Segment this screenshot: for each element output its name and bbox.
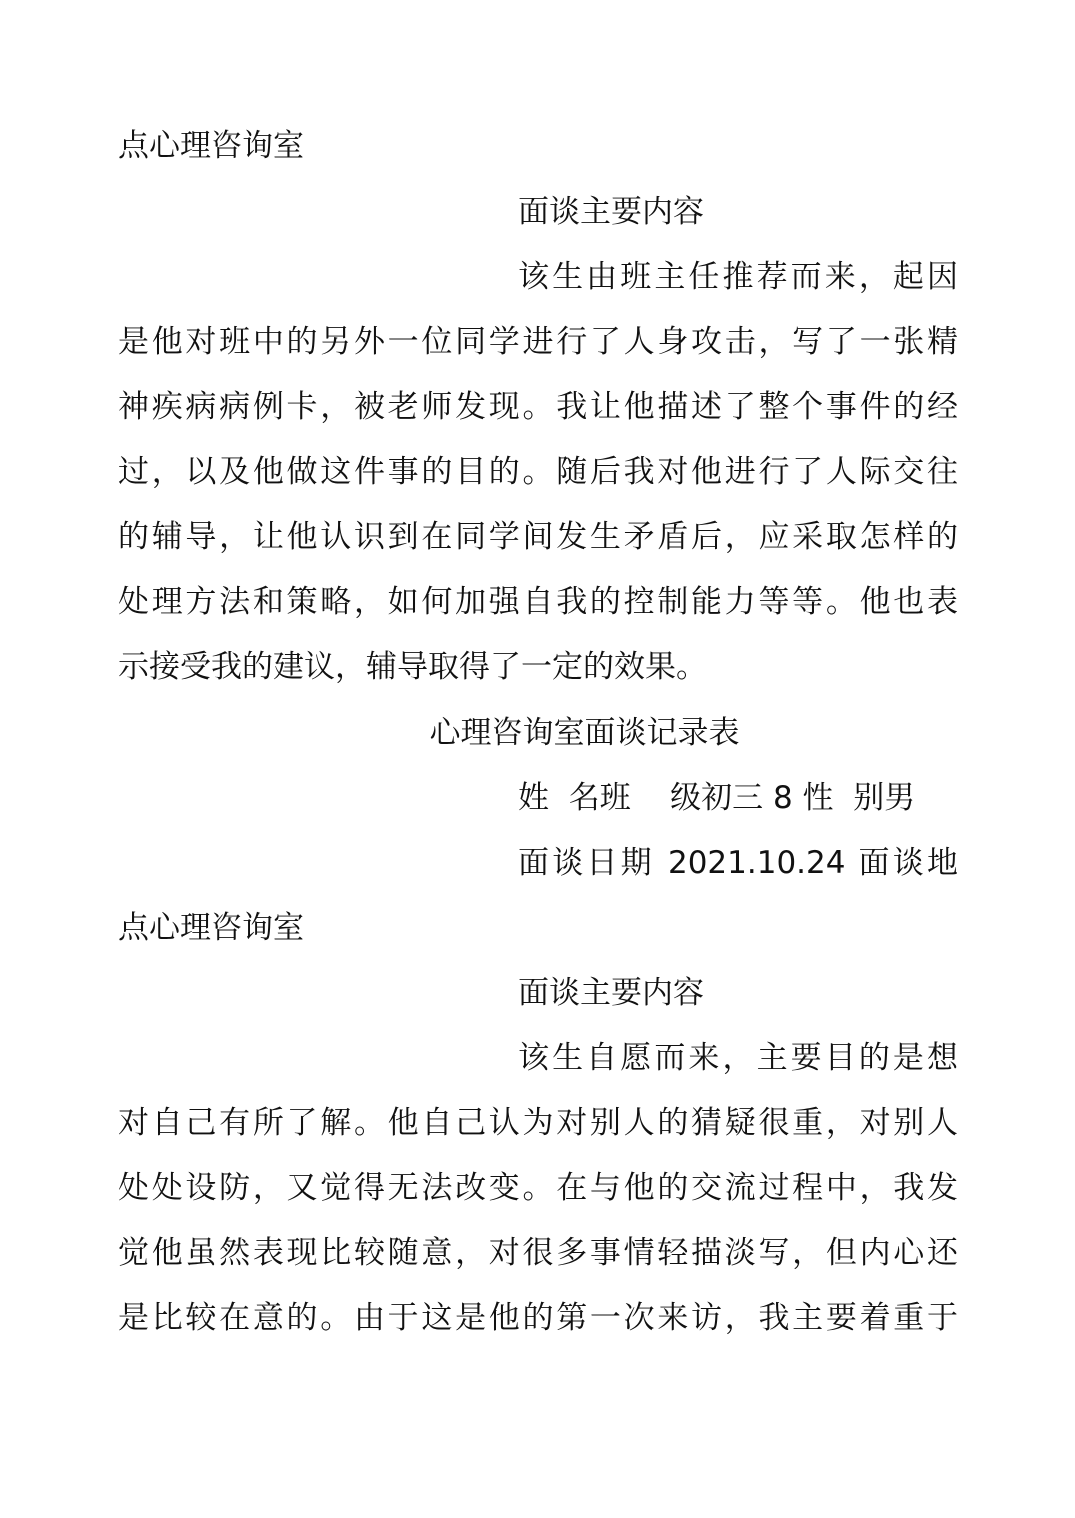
info-line-name-class-gender: 姓 名班 级初三 8 性 别男 — [518, 780, 916, 816]
paragraph-line: 该生自愿而来，主要目的是想 — [518, 1040, 958, 1076]
section-heading-content-2: 面谈主要内容 — [518, 975, 704, 1011]
paragraph-line: 处处设防，又觉得无法改变。在与他的交流过程中，我发 — [118, 1170, 958, 1206]
paragraph-line: 觉他虽然表现比较随意，对很多事情轻描淡写，但内心还 — [118, 1235, 958, 1271]
paragraph-line: 过，以及他做这件事的目的。随后我对他进行了人际交往 — [118, 454, 958, 490]
paragraph-line: 处理方法和策略，如何加强自我的控制能力等等。他也表 — [118, 584, 958, 620]
form-title: 心理咨询室面谈记录表 — [429, 715, 740, 751]
paragraph-line: 是他对班中的另外一位同学进行了人身攻击，写了一张精 — [118, 324, 958, 360]
text-line-location-2: 点心理咨询室 — [118, 910, 304, 946]
paragraph-line: 该生由班主任推荐而来，起因 — [518, 259, 958, 295]
section-heading-content-1: 面谈主要内容 — [518, 194, 704, 230]
paragraph-line: 对自己有所了解。他自己认为对别人的猜疑很重，对别人 — [118, 1105, 958, 1141]
paragraph-line: 神疾病病例卡，被老师发现。我让他描述了整个事件的经 — [118, 389, 958, 425]
paragraph-line: 的辅导，让他认识到在同学间发生矛盾后，应采取怎样的 — [118, 519, 958, 555]
paragraph-line: 示接受我的建议，辅导取得了一定的效果。 — [118, 649, 707, 685]
paragraph-line: 是比较在意的。由于这是他的第一次来访，我主要着重于 — [118, 1300, 958, 1336]
info-line-date-location: 面谈日期 2021.10.24 面谈地 — [518, 845, 958, 881]
text-line-location-1: 点心理咨询室 — [118, 128, 304, 164]
